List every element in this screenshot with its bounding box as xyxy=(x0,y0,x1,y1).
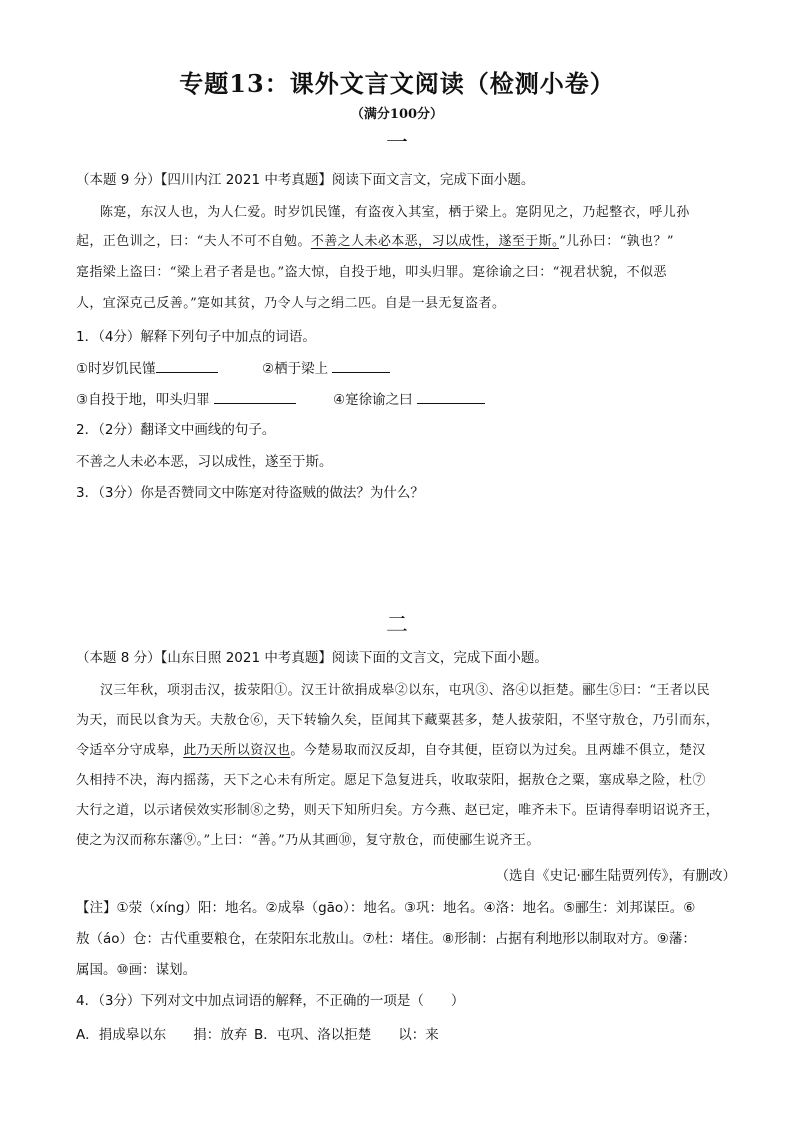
passage2-line: 久相持不决，海内摇荡，天下之心未有所定。愿足下急复进兵，收取荥阳，据敖仓之粟，塞成皋之险，杜⑦ xyxy=(76,773,706,788)
passage1-text: ”儿孙曰：“孰也？” xyxy=(558,234,674,249)
notes-line: 敖（áo）仓：古代重要粮仓，在荥阳东北敖山。⑦杜：堵住。⑧形制：占据有利地形以制取对方。⑨藩： xyxy=(76,931,696,947)
question-2: 2．（2分）翻译文中画线的句子。 xyxy=(76,422,276,438)
answer-blank[interactable] xyxy=(332,358,390,373)
section-one-numeral: 一 xyxy=(385,131,408,156)
question-1b-text: ②栖于梁上 xyxy=(262,361,329,377)
question-4: 4．（3分）下列对文中加点词语的解释，不正确的一项是（ ） xyxy=(76,993,465,1009)
passage1-intro: （本题 9 分）【四川内江 2021 中考真题】阅读下面文言文，完成下面小题。 xyxy=(76,172,535,188)
question-1d-text: ④寔徐谕之曰 xyxy=(333,392,413,408)
passage1-line: 陈寔，东汉人也，为人仁爱。时岁饥民馑，有盗夜入其室，栖于梁上。寔阴见之，乃起整衣，呼儿孙 xyxy=(100,205,690,220)
passage2-line: 使之为汉而称东藩⑨。”上曰：“善。”乃从其画⑩，复守敖仓，而使郦生说齐王。 xyxy=(76,833,540,848)
passage1-text: 起，正色训之，曰：“夫人不可不自勉。 xyxy=(76,234,311,249)
notes-line: 属国。⑩画：谋划。 xyxy=(76,962,197,978)
passage2-line xyxy=(76,741,736,761)
passage2-text: 。今楚易取而汉反却，自夺其便，臣窃以为过矣。且两雄不俱立，楚汉 xyxy=(290,743,706,758)
answer-blank[interactable] xyxy=(417,389,485,404)
question-1c-text: ③自投于地，叩头归罪 xyxy=(76,392,210,408)
passage1-line: 人，宜深克己反善。”寔如其贫，乃令人与之绢二匹。自是一县无复盗者。 xyxy=(76,296,506,311)
answer-blank[interactable] xyxy=(214,389,296,404)
question-1d xyxy=(333,388,485,408)
passage2-line: 为天，而民以食为天。夫敖仓⑥，天下转输久矣，臣闻其下藏粟甚多，楚人拔荥阳，不坚守敖仓，乃引而东， xyxy=(76,713,720,728)
passage2-line: 汉三年秋，项羽击汉，拔荥阳①。汉王计欲捐成皋②以东，屯巩③、洛④以拒楚。郦生⑤曰：“王者以民 xyxy=(100,683,711,698)
option-a: A．捐成皋以东 捐：放弃 xyxy=(76,1027,248,1043)
score-note: （满分100分） xyxy=(350,107,444,122)
passage2-text: 令适卒分守成皋， xyxy=(76,743,184,758)
passage2-line: 大行之道，以示诸侯效实形制⑧之势，则天下知所归矣。方今燕、赵已定，唯齐未下。臣请得奉明诏说齐王， xyxy=(76,803,720,818)
passage2-intro: （本题 8 分）【山东日照 2021 中考真题】阅读下面的文言文，完成下面小题。 xyxy=(76,650,548,666)
question-1b xyxy=(262,357,390,377)
page-title: 专题13：课外文言文阅读（检测小卷） xyxy=(179,69,615,98)
passage1-line: 寔指梁上盗曰：“梁上君子者是也。”盗大惊，自投于地，叩头归罪。寔徐谕之曰：“视君状貌，不似恶 xyxy=(76,265,667,280)
question-1: 1．（4分）解释下列句子中加点的词语。 xyxy=(76,329,316,345)
answer-blank[interactable] xyxy=(156,358,218,373)
underlined-sentence: 不善之人未必本恶，习以成性，遂至于斯。 xyxy=(310,234,559,249)
passage2-source: （选自《史记·郦生陆贾列传》，有删改） xyxy=(495,868,736,884)
section-two-numeral: 二 xyxy=(385,613,408,638)
question-1c xyxy=(76,388,296,408)
question-1a-text: ①时岁饥民馑 xyxy=(76,361,156,377)
notes-line: 【注】①荥（xíng）阳：地名。②成皋（gāo）：地名。③巩：地名。④洛：地名。⑤郦生：刘邦谋臣。⑥ xyxy=(76,900,696,916)
option-b: B．屯巩、洛以拒楚 以：来 xyxy=(254,1027,439,1043)
question-1a xyxy=(76,357,218,377)
passage1-line xyxy=(76,232,736,252)
underlined-sentence: 此乃天所以资汉也 xyxy=(183,743,291,758)
question-2-sentence: 不善之人未必本恶，习以成性，遂至于斯。 xyxy=(76,454,333,470)
question-3: 3．（3分）你是否赞同文中陈寔对待盗贼的做法？为什么？ xyxy=(76,485,424,501)
